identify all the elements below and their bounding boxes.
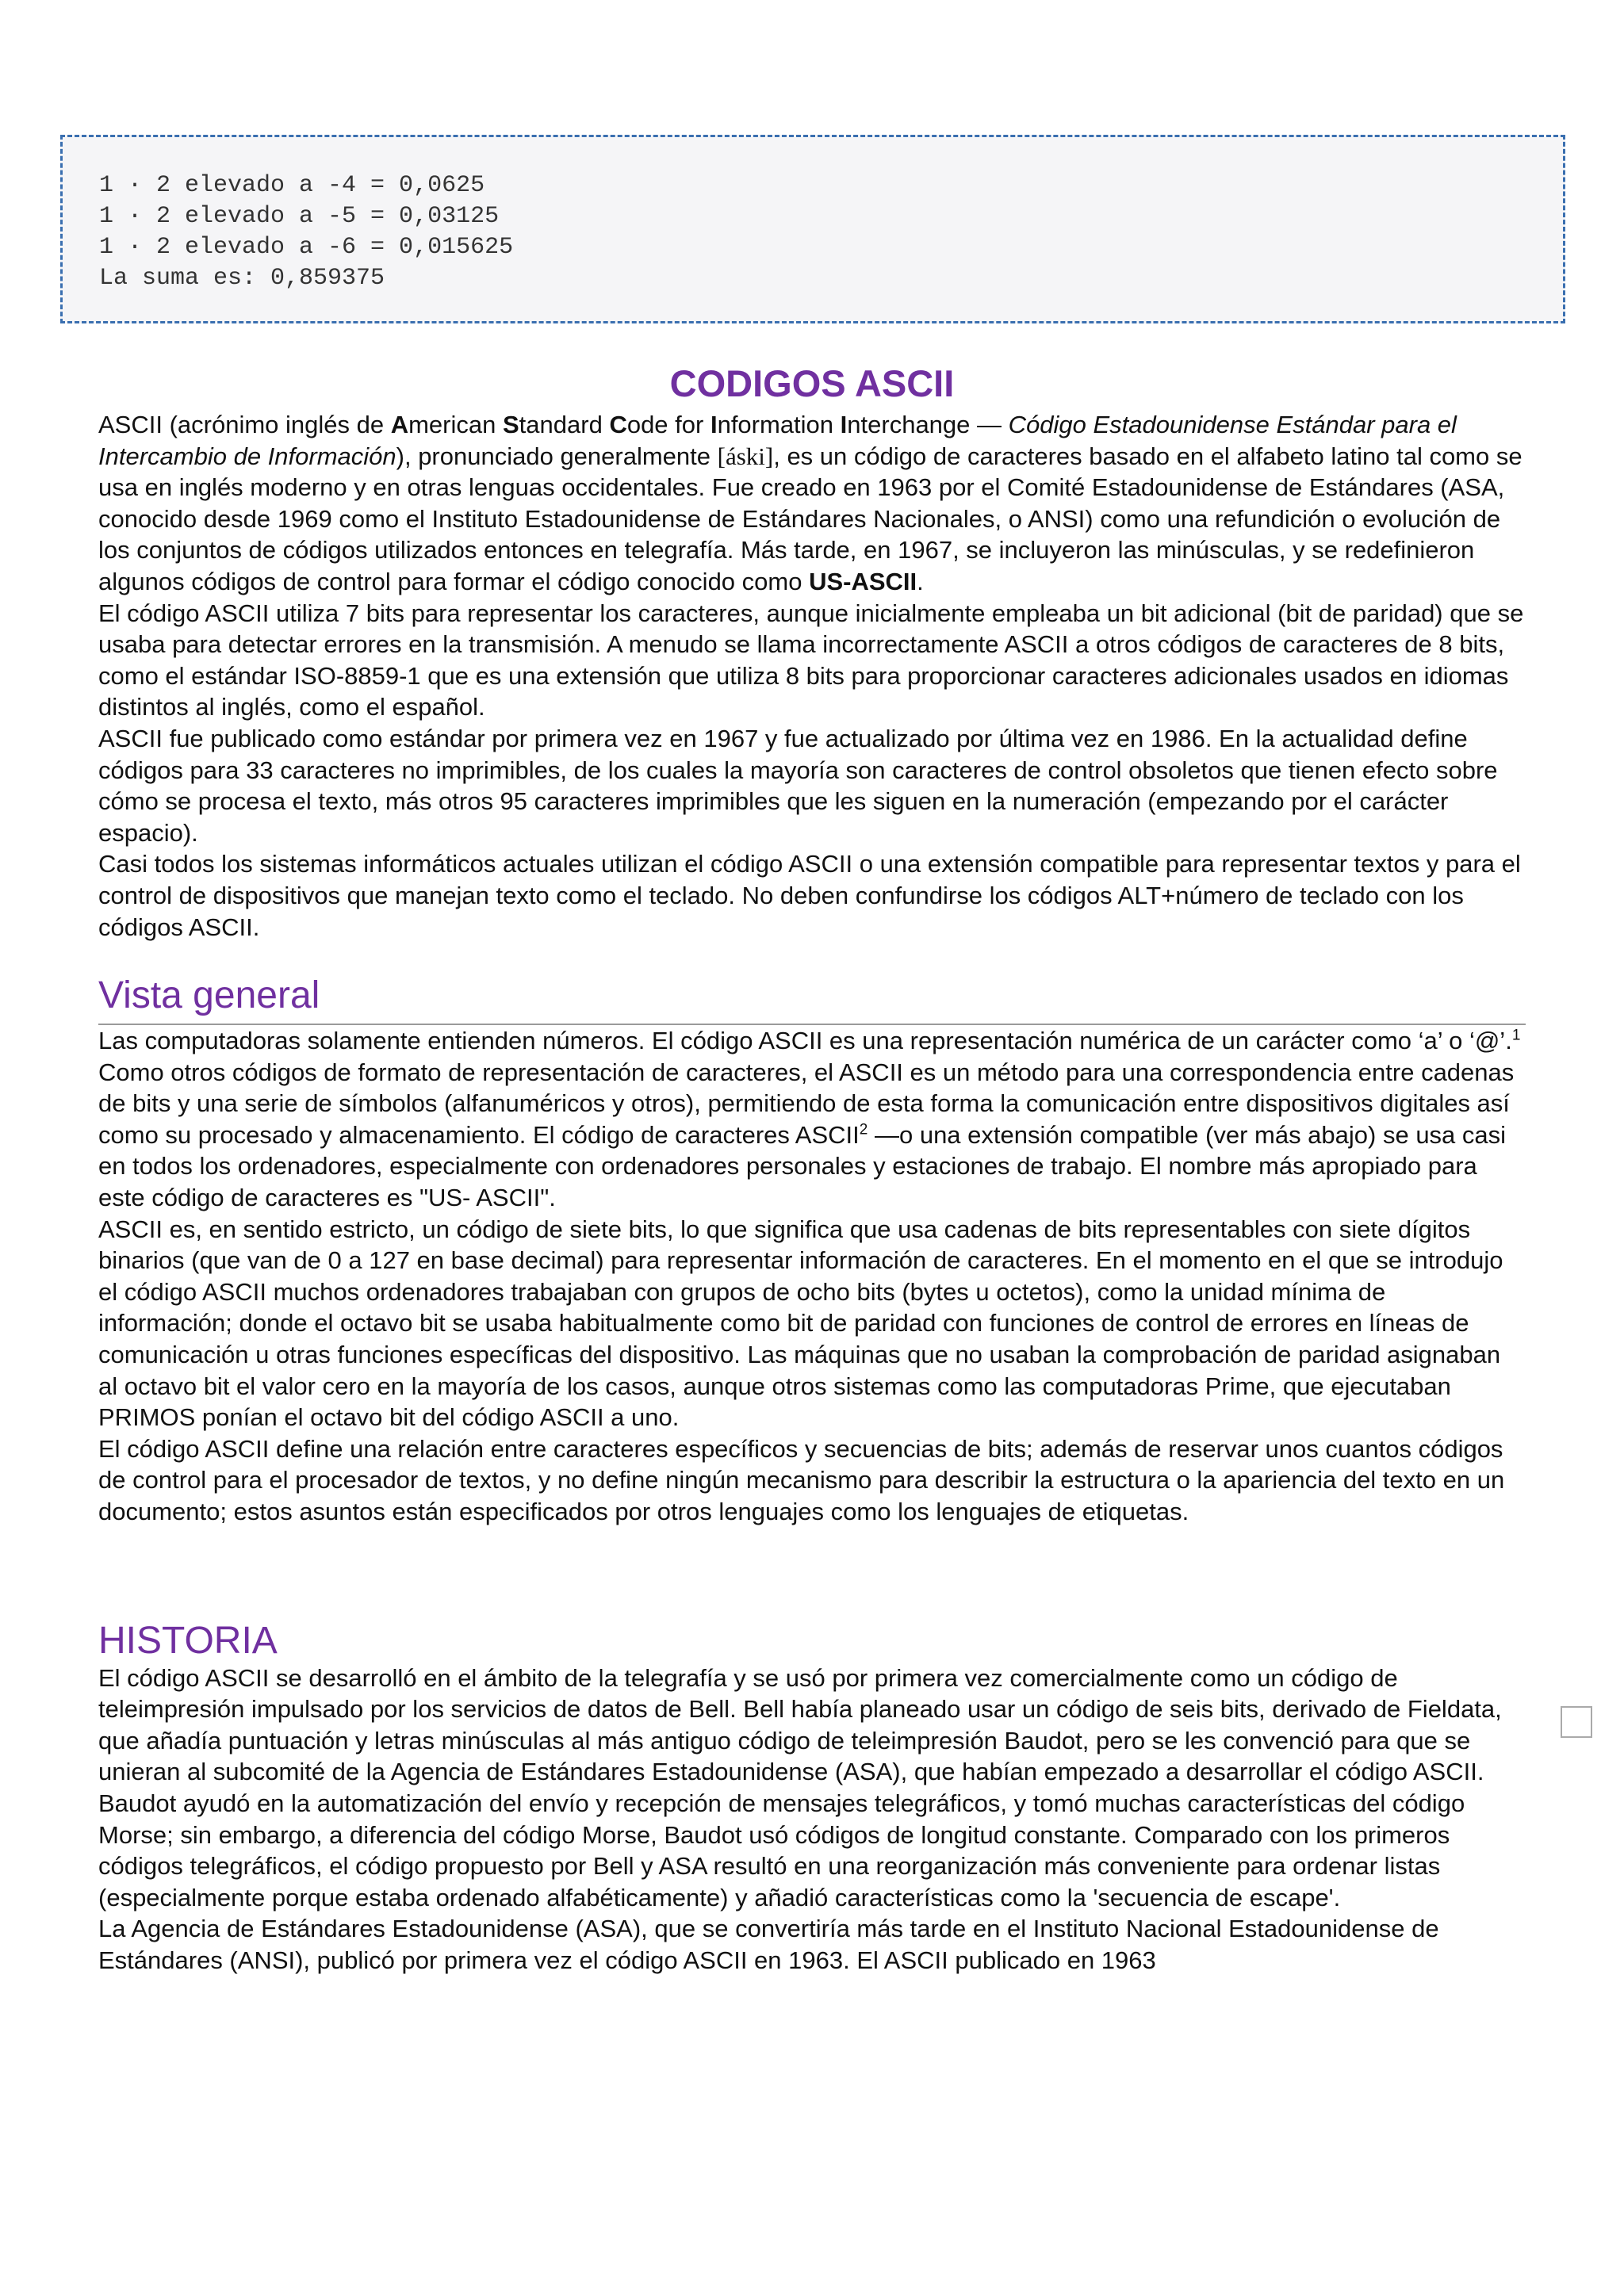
document-body [98,360,1526,1976]
section-heading-historia: HISTORIA [98,1619,278,1662]
page-title: CODIGOS ASCII [669,362,955,404]
intro-paragraph-4: Casi todos los sistemas informáticos actuales utilizan el código ASCII o una extensión compatible para representar textos y para el control de dispositivos que manejan texto como el teclado. No deben confundirse los códigos ALT+número de teclado con los códigos ASCII. [98,850,1521,941]
pronunciation: [áski] [717,442,774,470]
vista-paragraph-4: El código ASCII define una relación entre caracteres específicos y secuencias de bits; además de reservar unos cuantos códigos de control para el procesador de textos, y no define ningún mecanismo para describir la estructura o la apariencia del texto en un documento; estos asuntos están especificados por otros lenguajes como los lenguajes de etiquetas. [98,1434,1505,1525]
vista-paragraph-3: ASCII es, en sentido estricto, un código de siete bits, lo que significa que usa cadenas de bits representables con siete dígitos binarios (que van de 0 a 127 en base decimal) para representar información de caracteres. En el momento en el que se introdujo el código ASCII muchos ordenadores trabajaban con grupos de ocho bits (bytes u octetos), como la unidad mínima de información; donde el octavo bit se usaba habitualmente como bit de paridad con funciones de control de errores en líneas de comunicación u otras funciones específicas del dispositivo. Las máquinas que no usaban la comprobación de paridad asignaban al octavo bit el valor cero en la mayoría de los casos, aunque otros sistemas como las computadoras Prime, que ejecutaban PRIMOS ponían el octavo bit del código ASCII a uno. [98,1215,1503,1432]
intro-paragraph-3: ASCII fue publicado como estándar por primera vez en 1967 y fue actualizado por última vez en 1986. En la actualidad define códigos para 33 caracteres no imprimibles, de los cuales la mayoría son caracteres de control obsoletos que tienen efecto sobre cómo se procesa el texto, más otros 95 caracteres imprimibles que les siguen en la numeración (empezando por el carácter espacio). [98,724,1498,847]
code-line: La suma es: 0,859375 [99,265,385,292]
vista-paragraph-2: Como otros códigos de formato de representación de caracteres, el ASCII es un método para una correspondencia entre cadenas de bits y una serie de símbolos (alfanuméricos y otros), permitiendo de esta forma la comunicación entre dispositivos digitales así como su procesado y almacenamiento. El código de caracteres ASCII$^2$ —o una extensión compatible (ver más abajo) se usa casi en todos los ordenadores, especialmente con ordenadores personales y estaciones de trabajo. El nombre más apropiado para este código de caracteres es "US- ASCII". [98,1058,1515,1212]
vista-paragraph-1: Las computadoras solamente entienden números. El código ASCII es una representación numérica de un carácter como ‘a’ o ‘@’.$^1$ [98,1027,1521,1055]
footnote-ref: 2 [859,1121,868,1138]
footnote-ref: 1 [1511,1027,1521,1044]
code-line: 1 · 2 elevado a -6 = 0,015625 [99,234,514,261]
code-line: 1 · 2 elevado a -5 = 0,03125 [99,203,500,230]
intro-paragraph-2: El código ASCII utiliza 7 bits para representar los caracteres, aunque inicialmente empleaba un bit adicional (bit de paridad) que se usaba para detectar errores en la transmisión. A menudo se llama incorrectamente ASCII a otros códigos de caracteres de 8 bits, como el estándar ISO-8859-1 que es una extensión que utiliza 8 bits para proporcionar caracteres adicionales usados en idiomas distintos al inglés, como el español. [98,599,1524,721]
historia-paragraph-2: La Agencia de Estándares Estadounidense (ASA), que se convertiría más tarde en el Instituto Nacional Estadounidense de Estándares (ANSI), publicó por primera vez el código ASCII en 1963. El ASCII publicado en 1963 [98,1915,1439,1974]
code-block [60,135,1565,323]
section-heading-vista-general: Vista general [98,974,1526,1025]
page-checkbox[interactable] [1561,1706,1592,1738]
spanish-translation: Código Estadounidense Estándar para el Intercambio de Información [98,411,1457,470]
us-ascii-term: US-ASCII [809,567,917,595]
intro-paragraph-1: ASCII (acrónimo inglés de American Standard Code for Information Interchange — Código Estadounidense Estándar para el Intercambio de Información), pronunciado generalmente [áski], es un código de caracteres basado en el alfabeto latino tal como se usa en inglés moderno y en otras lenguas occidentales. Fue creado en 1963 por el Comité Estadounidense de Estándares (ASA, conocido desde 1969 como el Instituto Estadounidense de Estándares Nacionales, o ANSI) como una refundición o evolución de los conjuntos de códigos utilizados entonces en telegrafía. Más tarde, en 1967, se incluyeron las minúsculas, y se redefinieron algunos códigos de control para formar el código conocido como US-ASCII. [98,411,1522,595]
historia-paragraph-1: El código ASCII se desarrolló en el ámbito de la telegrafía y se usó por primera vez comercialmente como un código de teleimpresión impulsado por los servicios de datos de Bell. Bell había planeado usar un código de seis bits, derivado de Fieldata, que añadía puntuación y letras minúsculas al más antiguo código de teleimpresión Baudot, pero se les convenció para que se unieran al subcomité de la Agencia de Estándares Estadounidense (ASA), que habían empezado a desarrollar el código ASCII. Baudot ayudó en la automatización del envío y recepción de mensajes telegráficos, y tomó muchas características del código Morse; sin embargo, a diferencia del código Morse, Baudot usó códigos de longitud constante. Comparado con los primeros códigos telegráficos, el código propuesto por Bell y ASA resultó en una reorganización más conveniente para ordenar listas (especialmente porque estaba ordenado alfabéticamente) y añadió características como la 'secuencia de escape'. [98,1663,1502,1911]
code-line: 1 · 2 elevado a -4 = 0,0625 [99,172,485,199]
